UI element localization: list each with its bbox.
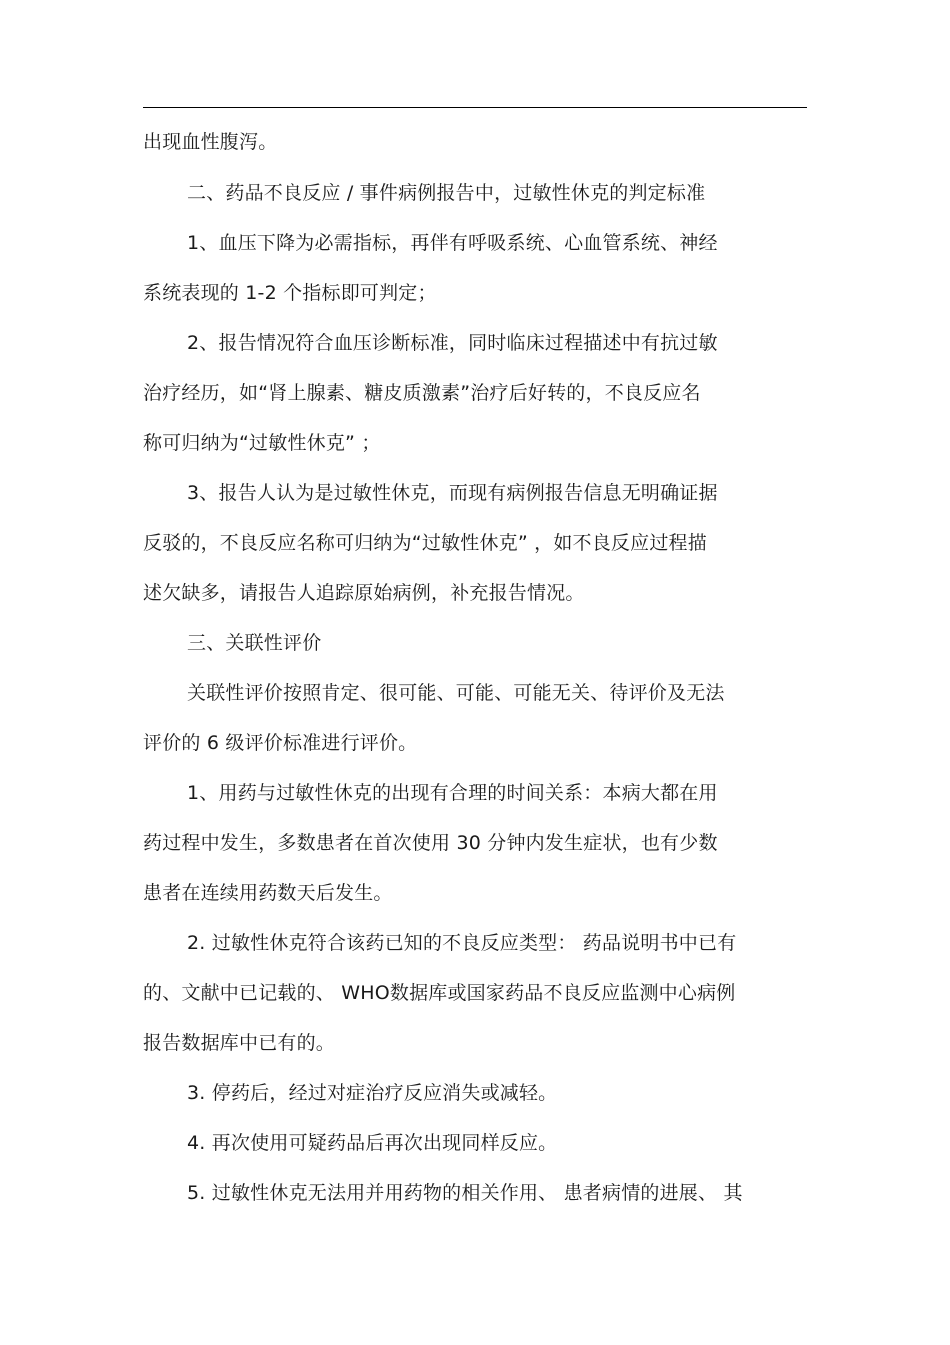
paragraph-line: 的、文献中已记载的、 WHO数据库或国家药品不良反应监测中心病例 [143, 982, 736, 1004]
paragraph-line: 系统表现的 1-2 个指标即可判定； [143, 282, 437, 304]
paragraph-line: 药过程中发生，多数患者在首次使用 30 分钟内发生症状，也有少数 [143, 832, 718, 854]
section-heading: 二、药品不良反应 / 事件病例报告中，过敏性休克的判定标准 [187, 182, 706, 204]
paragraph-line: 报告数据库中已有的。 [143, 1032, 336, 1054]
section-heading: 三、关联性评价 [187, 632, 322, 654]
header-rule [143, 107, 807, 108]
paragraph-line: 3. 停药后，经过对症治疗反应消失或减轻。 [187, 1082, 558, 1104]
paragraph-line: 1、用药与过敏性休克的出现有合理的时间关系：本病大都在用 [187, 782, 718, 804]
paragraph-line: 1、血压下降为必需指标，再伴有呼吸系统、心血管系统、神经 [187, 232, 718, 254]
paragraph-line: 患者在连续用药数天后发生。 [143, 882, 393, 904]
paragraph-line: 3、报告人认为是过敏性休克，而现有病例报告信息无明确证据 [187, 482, 718, 504]
paragraph-line: 称可归纳为“过敏性休克” ； [143, 432, 381, 454]
paragraph-line: 2、报告情况符合血压诊断标准，同时临床过程描述中有抗过敏 [187, 332, 718, 354]
paragraph-line: 2. 过敏性休克符合该药已知的不良反应类型： 药品说明书中已有 [187, 932, 737, 954]
paragraph-line: 评价的 6 级评价标准进行评价。 [143, 732, 418, 754]
paragraph-line: 4. 再次使用可疑药品后再次出现同样反应。 [187, 1132, 558, 1154]
paragraph-line: 出现血性腹泻。 [143, 131, 278, 153]
paragraph-line: 关联性评价按照肯定、很可能、可能、可能无关、待评价及无法 [187, 682, 725, 704]
paragraph-line: 治疗经历，如“肾上腺素、糖皮质激素”治疗后好转的，不良反应名 [143, 382, 701, 404]
paragraph-line: 反驳的，不良反应名称可归纳为“过敏性休克” ，如不良反应过程描 [143, 532, 707, 554]
paragraph-line: 5. 过敏性休克无法用并用药物的相关作用、 患者病情的进展、 其 [187, 1182, 743, 1204]
paragraph-line: 述欠缺多，请报告人追踪原始病例，补充报告情况。 [143, 582, 585, 604]
